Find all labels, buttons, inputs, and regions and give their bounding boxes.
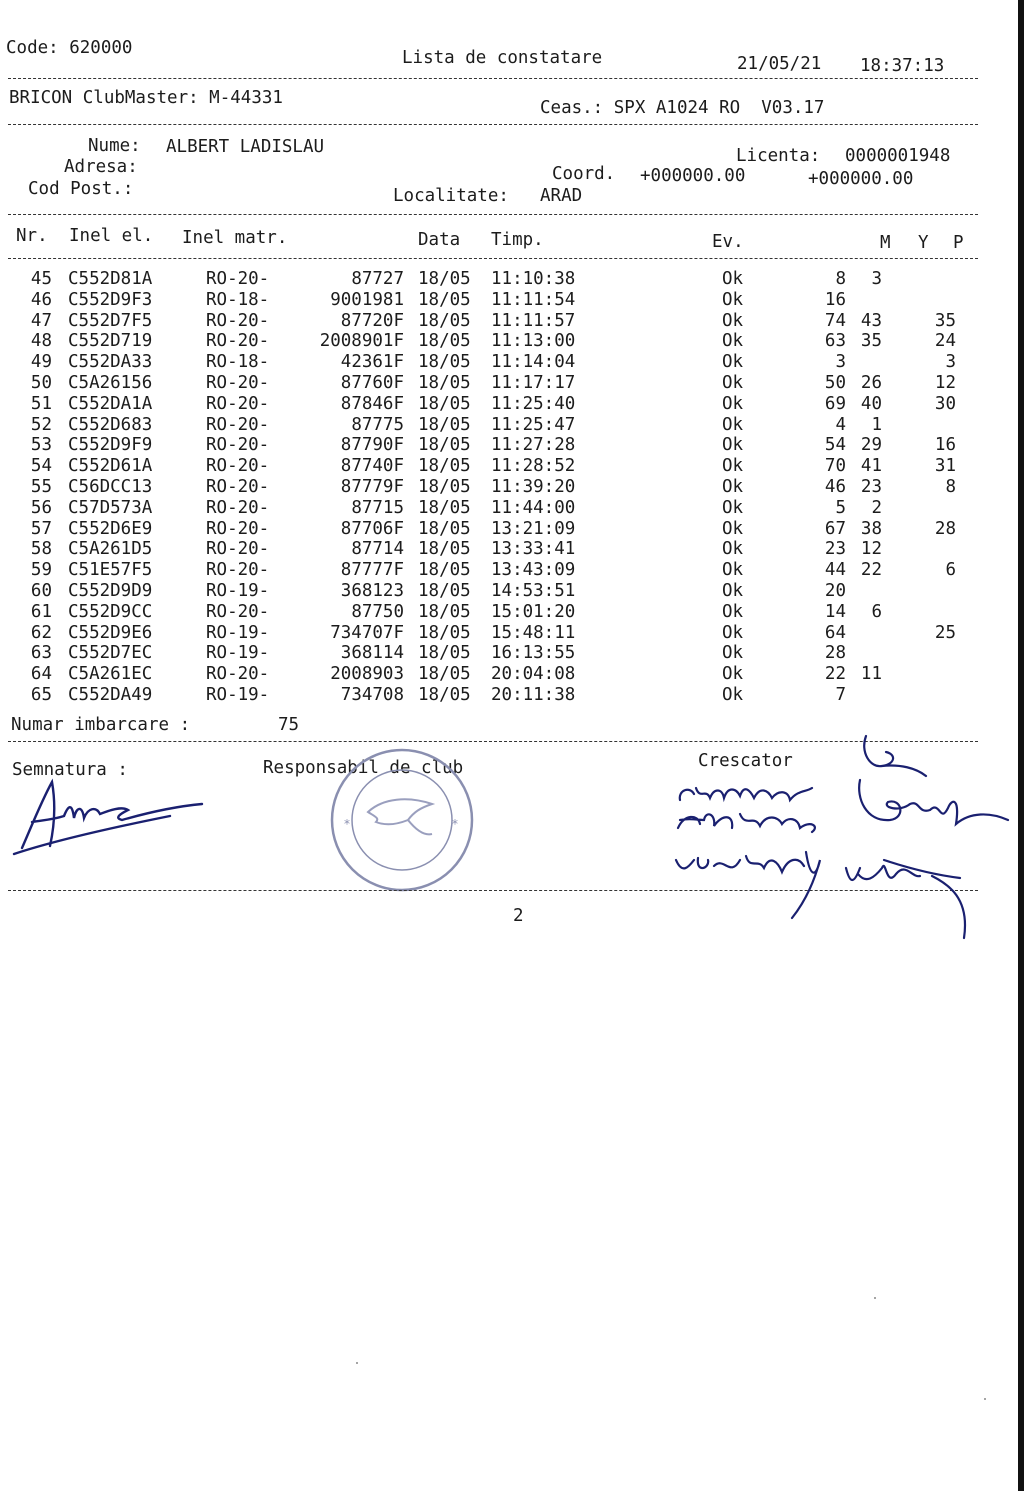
cell-inel-el: C552D9F3 — [68, 289, 153, 310]
cell-time: 15:48:11 — [491, 622, 576, 643]
cell-inel-prefix: RO-20- — [206, 477, 270, 497]
breeder-label: Crescator — [698, 751, 793, 771]
cell-time: 20:11:38 — [491, 685, 576, 705]
cell-inel-prefix: RO-20- — [206, 435, 270, 456]
cell-inel-number: 87777F — [340, 560, 404, 581]
club-master: BRICON ClubMaster: M-44331 — [9, 88, 283, 108]
table-row — [0, 498, 1024, 519]
cell-time: 13:43:09 — [491, 560, 576, 581]
cell-inel-el: C552D7F5 — [68, 310, 153, 331]
cell-inel-number: 87720F — [340, 310, 404, 331]
cell-inel-el: C552D683 — [68, 414, 153, 435]
cell-date: 18/05 — [418, 289, 471, 310]
cell-p: 6 — [945, 560, 956, 581]
cell-ev: Ok — [722, 601, 744, 622]
cell-inel-el: C552D9F9 — [68, 435, 153, 456]
cell-nr: 56 — [30, 497, 52, 518]
cell-y: 35 — [860, 331, 882, 352]
cell-inel-prefix: RO-19- — [206, 581, 270, 601]
cell-ev: Ok — [722, 269, 744, 289]
page-number: 2 — [513, 906, 524, 926]
cell-time: 11:44:00 — [491, 497, 576, 518]
address-label: Adresa: — [64, 157, 138, 177]
locality-label: Localitate: — [393, 186, 509, 206]
cell-y: 41 — [860, 456, 882, 477]
cell-m: 4 — [835, 414, 846, 435]
cell-ev: Ok — [722, 477, 744, 497]
cell-time: 11:11:54 — [491, 289, 576, 310]
cell-inel-number: 87714 — [351, 539, 404, 560]
cell-m: 46 — [824, 477, 846, 497]
cell-ev: Ok — [722, 331, 744, 352]
cell-nr: 47 — [30, 310, 52, 331]
cell-p: 16 — [934, 435, 956, 456]
cell-inel-el: C552D61A — [68, 456, 153, 477]
cell-nr: 52 — [30, 414, 52, 435]
cell-date: 18/05 — [418, 664, 471, 685]
divider — [8, 78, 978, 79]
cell-ev: Ok — [722, 497, 744, 518]
cell-ev: Ok — [722, 373, 744, 393]
cell-time: 11:10:38 — [491, 269, 576, 289]
cell-inel-number: 87790F — [340, 435, 404, 456]
cell-nr: 63 — [30, 643, 52, 664]
col-header-p: P — [953, 233, 964, 253]
coord-label: Coord. — [552, 164, 616, 184]
cell-date: 18/05 — [418, 518, 471, 539]
col-header-y: Y — [918, 233, 929, 253]
cell-inel-number: 2008901F — [319, 331, 404, 352]
cell-ev: Ok — [722, 456, 744, 477]
cell-m: 44 — [824, 560, 846, 581]
cell-time: 11:17:17 — [491, 373, 576, 393]
svg-text:*: * — [452, 817, 458, 831]
col-header-inel-el: Inel el. — [69, 226, 154, 246]
cell-y: 29 — [860, 435, 882, 456]
cell-nr: 45 — [30, 269, 52, 289]
divider — [8, 258, 978, 259]
cell-y: 2 — [871, 497, 882, 518]
cell-inel-number: 87715 — [351, 497, 404, 518]
cell-ev: Ok — [722, 643, 744, 664]
cell-time: 11:11:57 — [491, 310, 576, 331]
cell-m: 14 — [824, 601, 846, 622]
table-row — [0, 602, 1024, 623]
cell-date: 18/05 — [418, 393, 471, 414]
cell-m: 70 — [824, 456, 846, 477]
cell-inel-prefix: RO-19- — [206, 685, 270, 705]
cell-inel-prefix: RO-20- — [206, 414, 270, 435]
cell-inel-el: C57D573A — [68, 497, 153, 518]
cell-nr: 62 — [30, 622, 52, 643]
table-row — [0, 331, 1024, 352]
cell-nr: 50 — [30, 373, 52, 393]
cell-inel-prefix: RO-20- — [206, 560, 270, 581]
cell-p: 28 — [934, 518, 956, 539]
table-row — [0, 539, 1024, 560]
cell-inel-number: 734707F — [330, 622, 404, 643]
boarding-count-label: Numar imbarcare : — [11, 715, 191, 735]
cell-time: 11:39:20 — [491, 477, 576, 497]
print-time: 18:37:13 — [860, 56, 945, 76]
col-header-m: M — [880, 233, 891, 253]
col-header-inel-matr: Inel matr. — [182, 228, 288, 248]
table-row — [0, 477, 1024, 498]
cell-nr: 51 — [30, 393, 52, 414]
coord-y: +000000.00 — [808, 169, 914, 189]
cell-m: 5 — [835, 497, 846, 518]
divider — [8, 124, 978, 125]
cell-m: 16 — [824, 289, 846, 310]
cell-date: 18/05 — [418, 497, 471, 518]
cell-inel-number: 42361F — [340, 352, 404, 373]
cell-inel-prefix: RO-20- — [206, 269, 270, 289]
cell-inel-el: C552DA33 — [68, 352, 153, 373]
cell-inel-el: C552D719 — [68, 331, 153, 352]
fancier-signature — [10, 770, 210, 865]
cell-inel-el: C552D7EC — [68, 643, 153, 664]
cell-ev: Ok — [722, 622, 744, 643]
cell-time: 11:14:04 — [491, 352, 576, 373]
cell-nr: 58 — [30, 539, 52, 560]
cell-time: 11:28:52 — [491, 456, 576, 477]
cell-time: 11:25:47 — [491, 414, 576, 435]
cell-nr: 60 — [30, 581, 52, 601]
cell-y: 11 — [860, 664, 882, 685]
cell-ev: Ok — [722, 352, 744, 373]
club-stamp — [328, 746, 476, 894]
cell-m: 22 — [824, 664, 846, 685]
cell-ev: Ok — [722, 539, 744, 560]
cell-nr: 65 — [30, 685, 52, 705]
table-row — [0, 581, 1024, 602]
postcode-label: Cod Post.: — [28, 179, 134, 199]
cell-inel-prefix: RO-20- — [206, 601, 270, 622]
table-row — [0, 394, 1024, 415]
scan-speck — [874, 1297, 876, 1299]
cell-p: 25 — [934, 622, 956, 643]
cell-inel-prefix: RO-20- — [206, 518, 270, 539]
cell-inel-el: C51E57F5 — [68, 560, 153, 581]
cell-m: 8 — [835, 269, 846, 289]
cell-inel-prefix: RO-19- — [206, 622, 270, 643]
table-row — [0, 373, 1024, 394]
col-header-ev: Ev. — [712, 232, 744, 252]
cell-m: 64 — [824, 622, 846, 643]
cell-inel-number: 87706F — [340, 518, 404, 539]
cell-inel-number: 2008903 — [330, 664, 404, 685]
cell-y: 12 — [860, 539, 882, 560]
cell-nr: 55 — [30, 477, 52, 497]
cell-ev: Ok — [722, 685, 744, 705]
license-number: 0000001948 — [845, 146, 951, 166]
cell-nr: 46 — [30, 289, 52, 310]
cell-nr: 57 — [30, 518, 52, 539]
cell-y: 26 — [860, 373, 882, 393]
signature-label: Semnatura : — [12, 760, 128, 780]
table-row — [0, 623, 1024, 644]
cell-p: 31 — [934, 456, 956, 477]
cell-inel-prefix: RO-20- — [206, 331, 270, 352]
cell-p: 3 — [945, 352, 956, 373]
cell-m: 7 — [835, 685, 846, 705]
cell-date: 18/05 — [418, 456, 471, 477]
table-row — [0, 519, 1024, 540]
cell-nr: 48 — [30, 331, 52, 352]
cell-inel-el: C552DA49 — [68, 685, 153, 705]
table-row — [0, 685, 1024, 706]
cell-inel-prefix: RO-20- — [206, 310, 270, 331]
cell-ev: Ok — [722, 664, 744, 685]
cell-ev: Ok — [722, 560, 744, 581]
cell-m: 3 — [835, 352, 846, 373]
document-title: Lista de constatare — [402, 48, 603, 68]
table-row — [0, 352, 1024, 373]
cell-date: 18/05 — [418, 560, 471, 581]
divider — [8, 214, 978, 215]
cell-y: 6 — [871, 601, 882, 622]
table-row — [0, 269, 1024, 290]
cell-inel-number: 87760F — [340, 373, 404, 393]
club-responsible-label: Responsabil de club — [263, 758, 464, 778]
boarding-count-value: 75 — [278, 715, 300, 735]
cell-inel-prefix: RO-19- — [206, 643, 270, 664]
code-label: Code: 620000 — [6, 38, 133, 58]
cell-time: 11:13:00 — [491, 331, 576, 352]
table-row — [0, 664, 1024, 685]
cell-y: 3 — [871, 269, 882, 289]
cell-nr: 54 — [30, 456, 52, 477]
cell-date: 18/05 — [418, 539, 471, 560]
cell-inel-el: C5A261EC — [68, 664, 153, 685]
cell-inel-number: 87846F — [340, 393, 404, 414]
cell-inel-prefix: RO-20- — [206, 393, 270, 414]
cell-inel-prefix: RO-20- — [206, 539, 270, 560]
cell-y: 22 — [860, 560, 882, 581]
cell-inel-el: C5A26156 — [68, 373, 153, 393]
cell-date: 18/05 — [418, 352, 471, 373]
coord-x: +000000.00 — [640, 166, 746, 186]
cell-p: 12 — [934, 373, 956, 393]
cell-nr: 59 — [30, 560, 52, 581]
clock-info: Ceas.: SPX A1024 RO V03.17 — [540, 98, 825, 118]
cell-inel-el: C552DA1A — [68, 393, 153, 414]
cell-date: 18/05 — [418, 310, 471, 331]
breeder-signatures — [670, 728, 1020, 943]
cell-date: 18/05 — [418, 331, 471, 352]
cell-time: 20:04:08 — [491, 664, 576, 685]
cell-inel-number: 734708 — [340, 685, 404, 705]
table-row — [0, 311, 1024, 332]
table-row — [0, 415, 1024, 436]
cell-nr: 53 — [30, 435, 52, 456]
cell-m: 20 — [824, 581, 846, 601]
cell-y: 38 — [860, 518, 882, 539]
cell-inel-el: C5A261D5 — [68, 539, 153, 560]
cell-m: 67 — [824, 518, 846, 539]
table-row — [0, 290, 1024, 311]
cell-inel-number: 9001981 — [330, 289, 404, 310]
cell-nr: 61 — [30, 601, 52, 622]
cell-inel-number: 87727 — [351, 269, 404, 289]
cell-m: 63 — [824, 331, 846, 352]
cell-inel-prefix: RO-18- — [206, 352, 270, 373]
cell-inel-number: 87740F — [340, 456, 404, 477]
cell-date: 18/05 — [418, 373, 471, 393]
col-header-nr: Nr. — [16, 226, 48, 246]
cell-date: 18/05 — [418, 643, 471, 664]
cell-date: 18/05 — [418, 581, 471, 601]
cell-ev: Ok — [722, 289, 744, 310]
cell-date: 18/05 — [418, 601, 471, 622]
cell-inel-el: C552D81A — [68, 269, 153, 289]
cell-ev: Ok — [722, 310, 744, 331]
cell-ev: Ok — [722, 518, 744, 539]
cell-p: 8 — [945, 477, 956, 497]
cell-ev: Ok — [722, 393, 744, 414]
cell-ev: Ok — [722, 435, 744, 456]
table-row — [0, 456, 1024, 477]
table-row — [0, 435, 1024, 456]
cell-y: 43 — [860, 310, 882, 331]
cell-date: 18/05 — [418, 435, 471, 456]
col-header-timp: Timp. — [491, 230, 544, 250]
cell-y: 23 — [860, 477, 882, 497]
cell-p: 30 — [934, 393, 956, 414]
cell-time: 11:27:28 — [491, 435, 576, 456]
svg-text:*: * — [344, 817, 350, 831]
cell-inel-el: C552D9E6 — [68, 622, 153, 643]
cell-date: 18/05 — [418, 414, 471, 435]
cell-m: 50 — [824, 373, 846, 393]
license-label: Licenta: — [736, 146, 821, 166]
cell-m: 28 — [824, 643, 846, 664]
cell-inel-prefix: RO-20- — [206, 456, 270, 477]
cell-time: 14:53:51 — [491, 581, 576, 601]
fancier-name: ALBERT LADISLAU — [166, 137, 325, 157]
cell-m: 69 — [824, 393, 846, 414]
cell-inel-prefix: RO-20- — [206, 497, 270, 518]
cell-y: 1 — [871, 414, 882, 435]
cell-time: 13:21:09 — [491, 518, 576, 539]
cell-inel-number: 368123 — [340, 581, 404, 601]
cell-date: 18/05 — [418, 685, 471, 705]
cell-time: 15:01:20 — [491, 601, 576, 622]
cell-inel-number: 87750 — [351, 601, 404, 622]
cell-inel-number: 87775 — [351, 414, 404, 435]
cell-y: 40 — [860, 393, 882, 414]
cell-nr: 64 — [30, 664, 52, 685]
cell-time: 13:33:41 — [491, 539, 576, 560]
scan-speck — [984, 1398, 986, 1400]
cell-date: 18/05 — [418, 269, 471, 289]
cell-p: 24 — [934, 331, 956, 352]
cell-m: 54 — [824, 435, 846, 456]
cell-inel-prefix: RO-20- — [206, 373, 270, 393]
cell-m: 23 — [824, 539, 846, 560]
cell-inel-number: 87779F — [340, 477, 404, 497]
cell-inel-prefix: RO-18- — [206, 289, 270, 310]
cell-ev: Ok — [722, 581, 744, 601]
cell-inel-number: 368114 — [340, 643, 404, 664]
table-row — [0, 560, 1024, 581]
cell-time: 11:25:40 — [491, 393, 576, 414]
cell-nr: 49 — [30, 352, 52, 373]
cell-date: 18/05 — [418, 622, 471, 643]
cell-time: 16:13:55 — [491, 643, 576, 664]
cell-m: 74 — [824, 310, 846, 331]
print-date: 21/05/21 — [737, 54, 822, 74]
cell-inel-el: C552D9D9 — [68, 581, 153, 601]
name-label: Nume: — [88, 136, 141, 156]
col-header-data: Data — [418, 230, 461, 250]
cell-inel-el: C552D6E9 — [68, 518, 153, 539]
locality-value: ARAD — [540, 186, 583, 206]
scan-speck — [356, 1362, 358, 1364]
cell-p: 35 — [934, 310, 956, 331]
cell-inel-el: C552D9CC — [68, 601, 153, 622]
cell-inel-el: C56DCC13 — [68, 477, 153, 497]
cell-ev: Ok — [722, 414, 744, 435]
cell-date: 18/05 — [418, 477, 471, 497]
cell-inel-prefix: RO-20- — [206, 664, 270, 685]
table-row — [0, 643, 1024, 664]
